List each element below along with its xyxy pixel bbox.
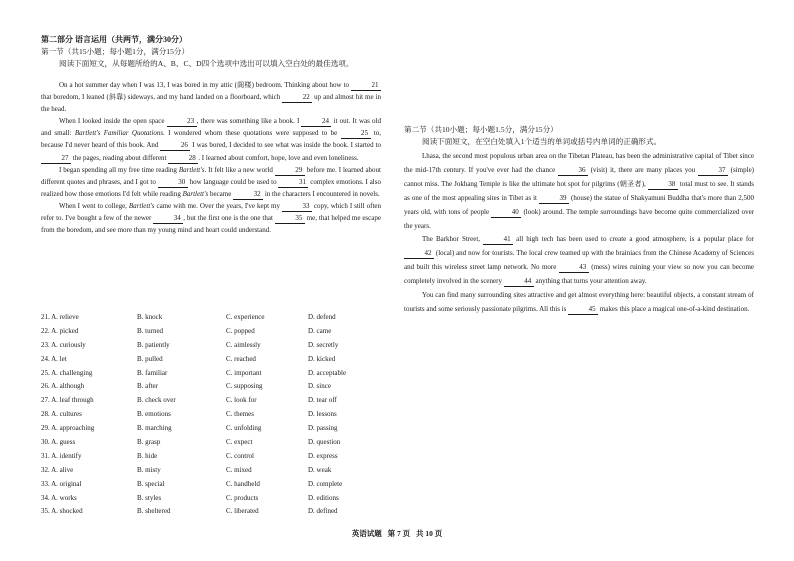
option-31-b: B. hide <box>137 451 158 460</box>
option-row-25 <box>41 367 381 381</box>
option-24-c: C. reached <box>226 354 256 363</box>
option-30-c: C. expect <box>226 438 253 447</box>
section2-title: 第二节（共10小题；每小题1.5分，满分15分） <box>404 125 558 134</box>
blank-28: 28 <box>168 154 198 164</box>
option-row-24 <box>41 353 381 367</box>
option-row-26 <box>41 380 381 394</box>
option-row-28 <box>41 408 381 422</box>
option-row-33 <box>41 478 381 492</box>
option-30-b: B. grasp <box>137 438 161 447</box>
option-30-d: D. question <box>308 438 341 447</box>
option-24-d: D. kicked <box>308 354 336 363</box>
option-25-c: C. important <box>226 368 262 377</box>
blank-30: 30 <box>158 178 188 188</box>
option-28-a: 28. A. cultures <box>41 410 82 419</box>
option-22-b: B. turned <box>137 326 164 335</box>
option-34-b: B. styles <box>137 493 162 502</box>
option-28-b: B. emotions <box>137 410 171 419</box>
option-23-b: B. patiently <box>137 340 170 349</box>
option-26-b: B. after <box>137 382 158 391</box>
option-row-23 <box>41 339 381 353</box>
answer-options <box>41 311 381 519</box>
book-title: Bartlett's <box>182 189 209 198</box>
blank-35: 35 <box>275 214 305 224</box>
option-23-d: D. secretly <box>308 340 339 349</box>
option-33-c: C. handheld <box>226 479 260 488</box>
option-33-d: D. complete <box>308 479 343 488</box>
option-row-31 <box>41 450 381 464</box>
option-21-d: D. defend <box>308 313 336 321</box>
blank-39: 39 <box>539 194 569 204</box>
blank-40: 40 <box>491 208 521 218</box>
book-title: Bartlett's <box>178 165 205 174</box>
cloze-paragraph-4: When I went to college, Bartlett's came with me. Over the years, I've kept my 33 copy, which I still often refer to. I've bought a few of the newer 34 , but the first one is the one that 35 me, that helped me escape from the boredom, and see more than my young mind and heart could understand. <box>41 201 381 235</box>
option-row-29 <box>41 422 381 436</box>
part-title: 第二部分 语言运用（共两节，满分30分） <box>41 35 187 44</box>
blank-37: 37 <box>698 166 728 176</box>
option-27-c: C. look for <box>226 396 257 405</box>
option-31-d: D. express <box>308 451 338 460</box>
option-29-b: B. marching <box>137 424 172 433</box>
footer-page-number: 第 7 页 <box>387 529 411 538</box>
option-26-a: 26. A. although <box>41 382 85 391</box>
option-21-c: C. experience <box>226 313 265 321</box>
blank-44: 44 <box>504 277 534 287</box>
option-26-d: D. since <box>308 382 331 391</box>
blank-42: 42 <box>404 249 434 259</box>
option-32-b: B. misty <box>137 465 161 474</box>
blank-34: 34 <box>153 214 183 224</box>
blank-21: 21 <box>351 81 381 91</box>
option-27-d: D. tear off <box>308 396 337 405</box>
option-row-30 <box>41 436 381 450</box>
option-22-d: D. came <box>308 326 332 335</box>
option-29-a: 29. A. approaching <box>41 424 95 433</box>
option-33-b: B. special <box>137 479 165 488</box>
section1-instructions: 阅读下面短文，从每题所给的A、B、C、D四个选项中选出可以填入空白处的最佳选项。 <box>59 59 354 68</box>
left-column <box>41 34 381 236</box>
blank-31: 31 <box>278 178 308 188</box>
option-24-b: B. pulled <box>137 354 163 363</box>
option-25-b: B. familiar <box>137 368 168 377</box>
option-23-a: 23. A. curiously <box>41 340 86 349</box>
option-34-d: D. editions <box>308 493 339 502</box>
blank-27: 27 <box>41 154 71 164</box>
blank-33: 33 <box>282 202 312 212</box>
option-34-a: 34. A. works <box>41 493 77 502</box>
option-25-a: 25. A. challenging <box>41 368 93 377</box>
option-25-d: D. acceptable <box>308 368 347 377</box>
option-29-d: D. passing <box>308 424 338 433</box>
option-22-a: 22. A. picked <box>41 326 79 335</box>
option-24-a: 24. A. let <box>41 354 67 363</box>
blank-41: 41 <box>483 235 513 245</box>
option-row-21 <box>41 311 381 325</box>
blank-36: 36 <box>558 166 588 176</box>
blank-32: 32 <box>233 190 263 200</box>
grammar-paragraph-1: Lhasa, the second most populous urban area on the Tibetan Plateau, has been the administrative capital of Tibet since the mid-17th century. If you've ever had the chance 36 (visit) it, there are many places you 37 (simple) cannot miss. The Jokhang Temple is like the ultimate hot spot for pilgrims (朝圣者), 38 total must to see. It stands as one of the most appealing sites in Tibet as it 39 (house) the statue of Shakyamuni Buddha that's more than 2,500 years old, with tons of people 40 (look) around. The temple surroundings have become quite commercialized over the years. <box>404 152 755 230</box>
option-27-a: 27. A. leaf through <box>41 396 94 405</box>
option-32-a: 32. A. alive <box>41 465 74 474</box>
option-32-c: C. mixed <box>226 465 252 474</box>
blank-23: 23 <box>167 117 197 127</box>
option-30-a: 30. A. guess <box>41 438 76 447</box>
blank-26: 26 <box>160 141 190 151</box>
option-33-a: 33. A. original <box>41 479 82 488</box>
option-35-a: 35. A. shocked <box>41 507 83 516</box>
option-31-a: 31. A. identify <box>41 451 82 460</box>
option-34-c: C. products <box>226 493 259 502</box>
option-32-d: D. weak <box>308 465 332 474</box>
cloze-paragraph-3: I began spending all my free time reading Bartlett's. It felt like a new world 29 before me. I learned about different quotes and phrases, and I got to 30 how language could be used to 31 complex emotions. I also realized how those emotions I'd felt while reading Bartlett's became 32 in the characters I encountered in novels. <box>41 165 382 198</box>
option-22-c: C. popped <box>226 326 255 335</box>
option-row-27 <box>41 394 381 408</box>
page-footer <box>0 528 794 539</box>
blank-38: 38 <box>648 180 678 190</box>
option-row-22 <box>41 325 381 339</box>
blank-43: 43 <box>559 263 589 273</box>
blank-29: 29 <box>275 166 305 176</box>
option-21-a: 21. A. relieve <box>41 313 79 321</box>
option-35-d: D. defined <box>308 507 338 516</box>
option-35-c: C. liberated <box>226 507 259 516</box>
option-21-b: B. knock <box>137 313 163 321</box>
grammar-paragraph-2: The Barkhor Street, 41 all high tech has been used to create a good atmosphere, is a popular place for 42 (local) and now for tourists. The local crew teamed up with the brainiacs from the Chinese Academy of Sciences and built this wireless street lamp network. No more 43 (mess) wires ruining your view so now you can become completely involved in the scenery 44 anything that turns your attention away. <box>404 235 754 286</box>
option-27-b: B. check over <box>137 396 176 405</box>
footer-total-pages: 共 10 页 <box>416 529 443 538</box>
option-26-c: C. supposing <box>226 382 263 391</box>
option-29-c: C. unfolding <box>226 424 262 433</box>
option-23-c: C. aimlessly <box>226 340 261 349</box>
grammar-passage <box>404 150 754 317</box>
section2-instructions: 阅读下面短文，在空白处填入1个适当的单词或括号内单词的正确形式。 <box>422 137 662 146</box>
book-title: Bartlett's <box>128 201 155 210</box>
blank-45: 45 <box>568 305 598 315</box>
option-row-35 <box>41 505 381 519</box>
option-31-c: C. control <box>226 451 254 460</box>
footer-subject: 英语试题 <box>351 529 382 538</box>
option-35-b: B. sheltered <box>137 507 171 516</box>
book-title: Bartlett's Familiar Quotations <box>74 129 164 138</box>
option-28-d: D. lessons <box>308 410 337 419</box>
blank-22: 22 <box>282 93 312 103</box>
blank-25: 25 <box>341 129 371 139</box>
right-column <box>404 124 754 317</box>
cloze-paragraph-2: When I looked inside the open space 23 , there was something like a book. I 24 it out. It was old and small: Bartlett's Familiar Quotations. I wondered whom these quotations were supposed to be 25 to, because I'd never heard of this book. And 26 I was bored, I decided to see what was inside the book. I started to 27 the pages, reading about different 28 . I learned about comfort, hope, love and even loneliness. <box>41 117 381 162</box>
grammar-paragraph-3: You can find many surrounding sites attractive and get almost everything here: beautiful objects, a constant stream of tourists and some seriously passionate pilgrims. All this is 45 makes this place a magical one-of-a-kind destination. <box>404 291 754 313</box>
cloze-paragraph-1: On a hot summer day when I was 13, I was bored in my attic (阁楼) bedroom. Thinking about how to 21 that boredom, I leaned (斜靠) sideways, and my hand landed on a floorboard, which 22 up and almost hit me in the head. <box>41 81 381 114</box>
cloze-passage <box>41 79 381 236</box>
section1-title: 第一节（共15小题；每小题1分，满分15分） <box>41 47 190 56</box>
blank-24: 24 <box>301 117 331 127</box>
option-row-32 <box>41 464 381 478</box>
option-28-c: C. themes <box>226 410 254 419</box>
option-row-34 <box>41 492 381 506</box>
